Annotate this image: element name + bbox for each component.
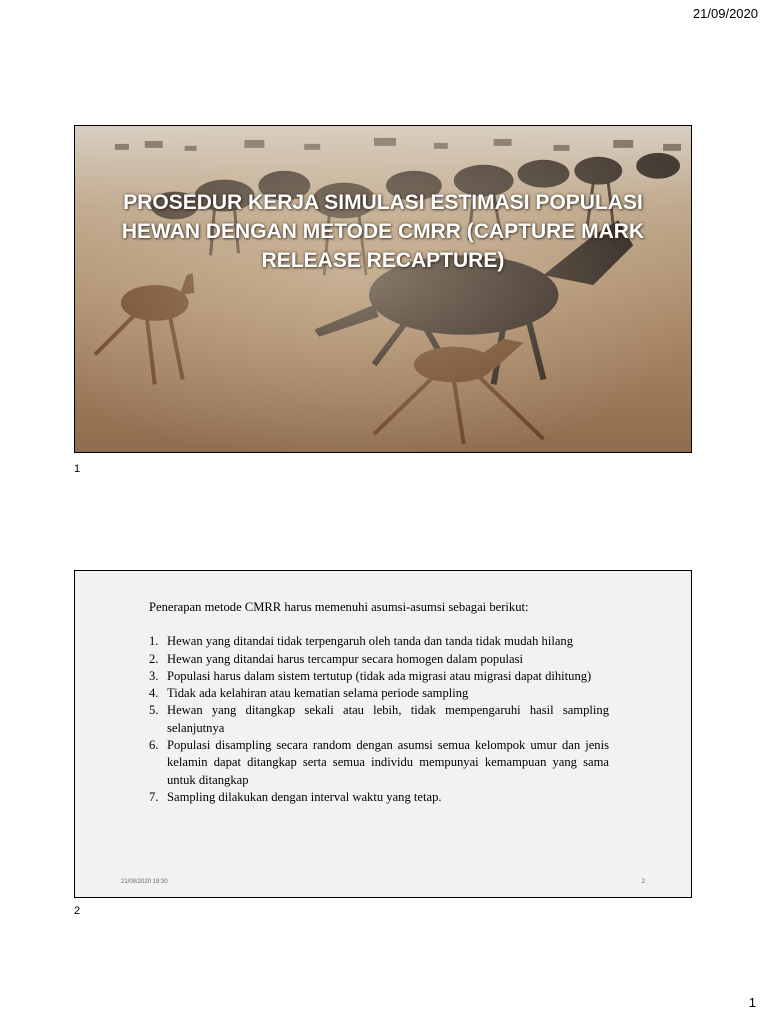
list-item-text: Sampling dilakukan dengan interval waktu yang tetap. (167, 789, 442, 804)
slide-2-number: 2 (74, 905, 81, 917)
slide-1-title-line: PROSEDUR KERJA SIMULASI ESTIMASI POPULASI (123, 191, 643, 214)
list-item (149, 685, 609, 702)
page-number: 1 (748, 995, 756, 1010)
wildebeest-herd-photo (75, 126, 691, 452)
list-item-text: Populasi disampling secara random dengan asumsi semua kelompok umur dan jenis kelamin dapat ditangkap serta semua individu mempunyai kemampuan yang sama untuk ditangkap (167, 738, 609, 787)
list-item-number: 5. (149, 703, 159, 718)
slide-2-footer-date: 21/09/2020 19:30 (121, 879, 168, 885)
slide-1-title (95, 188, 671, 275)
list-item-text: Hewan yang ditangkap sekali atau lebih, tidak mempengaruhi hasil sampling selanjutnya (167, 703, 609, 735)
slide-1-title-line: RELEASE RECAPTURE) (261, 249, 505, 272)
list-item (149, 789, 609, 806)
list-item-number: 2. (149, 651, 159, 666)
list-item (149, 737, 609, 789)
slide-1-title-line: HEWAN DENGAN METODE CMRR (CAPTURE MARK (121, 220, 645, 243)
list-item-number: 7. (149, 789, 159, 804)
slide-2-footer-number: 2 (641, 879, 645, 885)
slide-1-number: 1 (74, 463, 81, 475)
list-item-number: 6. (149, 738, 159, 753)
slide-2-body (149, 599, 609, 806)
list-item-text: Hewan yang ditandai tidak terpengaruh oleh tanda dan tanda tidak mudah hilang (167, 634, 574, 649)
list-item-text: Populasi harus dalam sistem tertutup (tidak ada migrasi atau migrasi dapat dihitung) (167, 668, 592, 683)
list-item (149, 633, 609, 650)
list-item (149, 668, 609, 685)
assumption-list (149, 633, 609, 806)
list-item (149, 651, 609, 668)
slide-2 (74, 570, 692, 898)
list-item-number: 4. (149, 686, 159, 701)
list-item-number: 3. (149, 668, 159, 683)
list-item (149, 702, 609, 737)
page-date: 21/09/2020 (692, 6, 758, 21)
slide-1 (74, 125, 692, 453)
list-item-number: 1. (149, 634, 159, 649)
list-item-text: Hewan yang ditandai harus tercampur secara homogen dalam populasi (167, 651, 523, 666)
list-item-text: Tidak ada kelahiran atau kematian selama periode sampling (167, 686, 469, 701)
slide-2-intro: Penerapan metode CMRR harus memenuhi asumsi-asumsi sebagai berikut: (149, 600, 529, 614)
